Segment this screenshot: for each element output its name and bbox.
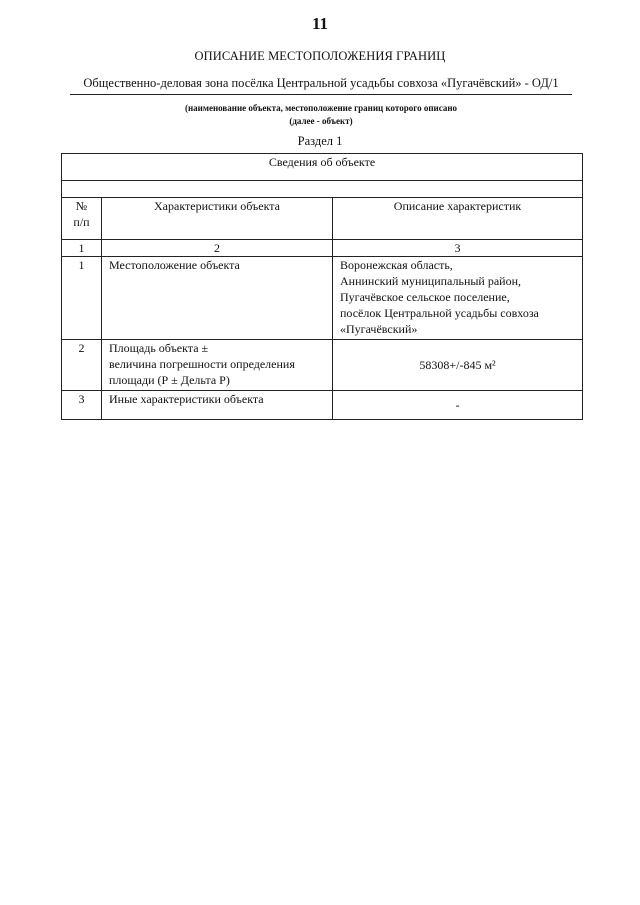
index-cell: 1 bbox=[62, 240, 102, 257]
header-num-line-1: № bbox=[75, 199, 88, 213]
page-number: 11 bbox=[311, 14, 329, 33]
row-description bbox=[333, 257, 583, 340]
row-num: 2 bbox=[62, 340, 102, 391]
row-characteristic bbox=[102, 340, 333, 391]
table-title-row bbox=[62, 154, 583, 181]
header-description: Описание характеристик bbox=[333, 198, 583, 240]
text-line: Площадь объекта ± bbox=[109, 341, 209, 355]
header-characteristics: Характеристики объекта bbox=[102, 198, 333, 240]
section-label: Раздел 1 bbox=[297, 134, 343, 148]
object-info-table bbox=[61, 153, 583, 420]
document-title: ОПИСАНИЕ МЕСТОПОЛОЖЕНИЯ ГРАНИЦ bbox=[194, 49, 446, 63]
table-row bbox=[62, 340, 583, 391]
header-num-line-2: п/п bbox=[73, 215, 90, 229]
row-num: 1 bbox=[62, 257, 102, 340]
table-empty-row bbox=[62, 181, 583, 198]
text-line: Пугачёвское сельское поселение, bbox=[340, 290, 510, 304]
text-line: площади (Р ± Дельта Р) bbox=[109, 373, 230, 387]
table-header-row bbox=[62, 198, 583, 240]
row-description: - bbox=[333, 391, 583, 420]
object-caption-line-2: (далее - объект) bbox=[289, 116, 353, 126]
text-line: Иные характеристики объекта bbox=[109, 392, 264, 406]
text-line: посёлок Центральной усадьбы совхоза bbox=[340, 306, 539, 320]
index-cell: 3 bbox=[333, 240, 583, 257]
text-line: Аннинский муниципальный район, bbox=[340, 274, 522, 288]
table-row bbox=[62, 391, 583, 420]
text-line: величина погрешности определения bbox=[109, 357, 295, 371]
row-characteristic bbox=[102, 391, 333, 420]
text-line: Местоположение объекта bbox=[109, 258, 240, 272]
object-caption bbox=[70, 102, 572, 128]
row-description: 58308+/-845 м² bbox=[333, 340, 583, 391]
table-row bbox=[62, 257, 583, 340]
table-empty-cell bbox=[62, 181, 583, 198]
object-caption-line-1: (наименование объекта, местоположение границ которого описано bbox=[184, 103, 458, 113]
header-num bbox=[62, 198, 102, 240]
row-num: 3 bbox=[62, 391, 102, 420]
object-name: Общественно-деловая зона посёлка Центральной усадьбы совхоза «Пугачёвский» - ОД/1 bbox=[70, 76, 572, 95]
table-title: Сведения об объекте bbox=[62, 154, 583, 181]
table-index-row bbox=[62, 240, 583, 257]
text-line: «Пугачёвский» bbox=[340, 322, 418, 336]
text-line: Воронежская область, bbox=[340, 258, 453, 272]
row-characteristic bbox=[102, 257, 333, 340]
index-cell: 2 bbox=[102, 240, 333, 257]
